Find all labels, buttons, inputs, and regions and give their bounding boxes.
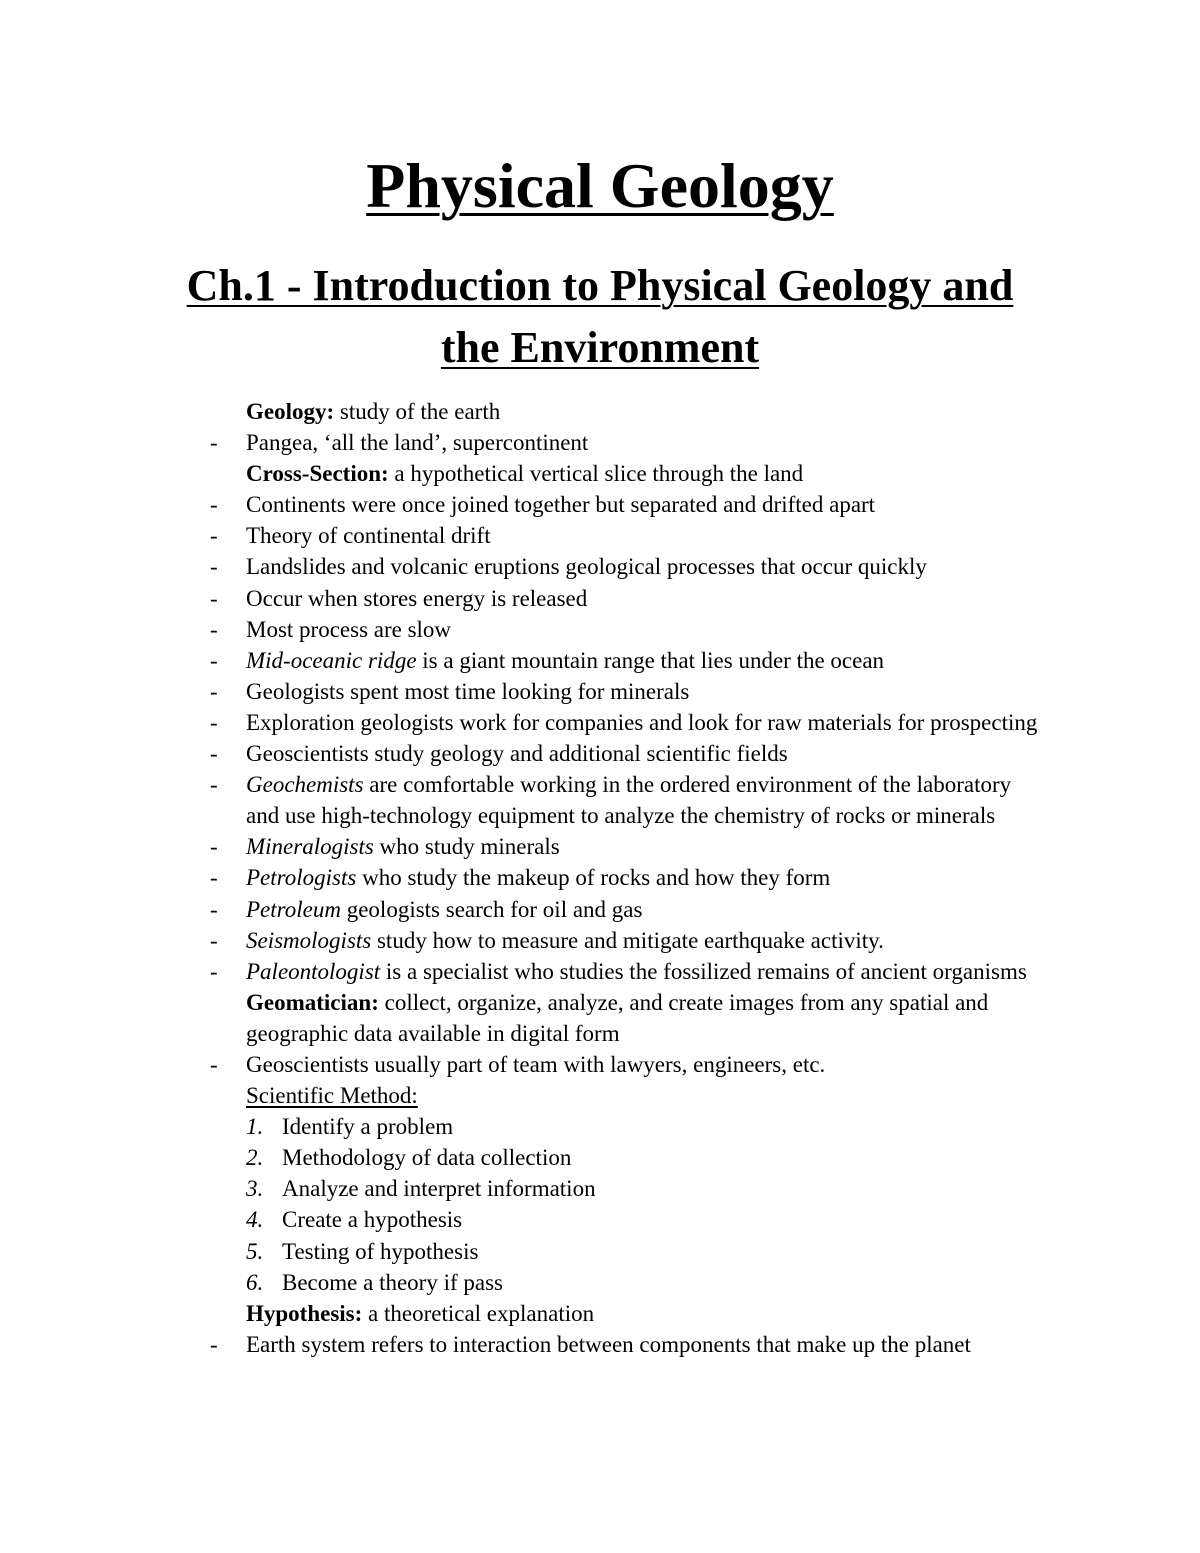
note-line — [0, 489, 1200, 520]
bullet-marker: - — [210, 1331, 218, 1357]
note-text: Cross-Section: a hypothetical vertical slice through the land — [246, 461, 804, 487]
numbered-list-item — [0, 1236, 1200, 1267]
note-text: Testing of hypothesis — [282, 1238, 479, 1264]
numbered-list-item — [0, 1267, 1200, 1298]
bullet-marker: - — [210, 772, 218, 798]
emphasized-term: Paleontologist — [246, 958, 381, 984]
bullet-marker: - — [210, 647, 218, 673]
note-text: Create a hypothesis — [282, 1207, 463, 1233]
note-line — [0, 831, 1200, 862]
emphasized-term: Petrologists — [246, 865, 357, 891]
note-text: Geomatician: collect, organize, analyze, and create images from any spatial and — [246, 989, 989, 1015]
bullet-marker: - — [210, 585, 218, 611]
numbered-list-item — [0, 1142, 1200, 1173]
bullet-marker: - — [210, 430, 218, 456]
note-text — [246, 1080, 418, 1111]
note-line — [0, 769, 1200, 800]
list-number: 2. — [246, 1145, 264, 1171]
emphasized-term: Petroleum — [246, 896, 341, 922]
list-number: 4. — [246, 1207, 264, 1233]
emphasized-term: Seismologists — [246, 927, 372, 953]
term-label: Cross-Section: — [246, 461, 389, 487]
emphasized-term: Mineralogists — [246, 834, 374, 860]
note-text: Geoscientists usually part of team with lawyers, engineers, etc. — [246, 1051, 826, 1077]
bullet-marker: - — [210, 896, 218, 922]
list-number: 1. — [246, 1114, 264, 1140]
note-text: Exploration geologists work for companies and look for raw materials for prospecting — [246, 709, 1038, 735]
emphasized-term: Mid-oceanic ridge — [246, 647, 417, 673]
bullet-marker: - — [210, 865, 218, 891]
note-line — [0, 987, 1200, 1018]
note-text: geographic data available in digital form — [246, 1020, 620, 1046]
emphasized-term: Geochemists — [246, 772, 364, 798]
bullet-marker: - — [210, 741, 218, 767]
note-text: Continents were once joined together but separated and drifted apart — [246, 492, 876, 518]
page-title: Physical Geology — [366, 150, 834, 221]
note-text: Pangea, ‘all the land’, supercontinent — [246, 430, 589, 456]
note-text: Analyze and interpret information — [282, 1176, 596, 1202]
chapter-heading — [0, 255, 1200, 379]
numbered-list-item — [0, 1173, 1200, 1204]
note-line — [0, 1049, 1200, 1080]
note-text: Geochemists are comfortable working in the ordered environment of the laboratory — [246, 772, 1012, 798]
term-label: Geomatician: — [246, 989, 379, 1015]
note-line — [0, 925, 1200, 956]
note-line — [0, 707, 1200, 738]
note-line — [0, 614, 1200, 645]
bullet-marker: - — [210, 927, 218, 953]
note-text: Seismologists study how to measure and mitigate earthquake activity. — [246, 927, 884, 953]
note-line — [0, 396, 1200, 427]
numbered-list-item — [0, 1204, 1200, 1235]
note-line — [0, 1298, 1200, 1329]
bullet-marker: - — [210, 678, 218, 704]
note-line — [0, 551, 1200, 582]
list-number: 3. — [246, 1176, 264, 1202]
bullet-marker: - — [210, 958, 218, 984]
note-line — [0, 645, 1200, 676]
bullet-marker: - — [210, 616, 218, 642]
note-line — [0, 738, 1200, 769]
note-text: Mineralogists who study minerals — [246, 834, 560, 860]
notes-list — [0, 396, 1200, 1360]
numbered-list-item — [0, 1111, 1200, 1142]
note-line — [0, 1080, 1200, 1111]
note-text: Landslides and volcanic eruptions geological processes that occur quickly — [246, 554, 927, 580]
note-text: Geologists spent most time looking for minerals — [246, 678, 690, 704]
list-number: 6. — [246, 1269, 264, 1295]
note-text: Methodology of data collection — [282, 1145, 572, 1171]
note-line — [0, 427, 1200, 458]
note-text: Petrologists who study the makeup of rocks and how they form — [246, 865, 831, 891]
bullet-marker: - — [210, 492, 218, 518]
list-number: 5. — [246, 1238, 264, 1264]
note-line — [0, 1329, 1200, 1360]
chapter-heading-line-2: the Environment — [440, 323, 760, 372]
note-text: and use high-technology equipment to analyze the chemistry of rocks or minerals — [246, 803, 996, 829]
bullet-marker: - — [210, 1051, 218, 1077]
note-line — [0, 1018, 1200, 1049]
note-line — [0, 800, 1200, 831]
note-line — [0, 676, 1200, 707]
note-text: Earth system refers to interaction between components that make up the planet — [246, 1331, 971, 1357]
note-text: Identify a problem — [282, 1114, 454, 1140]
chapter-heading-line-1: Ch.1 - Introduction to Physical Geology and — [186, 261, 1014, 310]
bullet-marker: - — [210, 523, 218, 549]
note-text: Geology: study of the earth — [246, 399, 501, 424]
term-label: Geology: — [246, 399, 335, 424]
section-label: Scientific Method: — [246, 1083, 418, 1109]
note-text: Become a theory if pass — [282, 1269, 503, 1295]
note-line — [0, 458, 1200, 489]
note-text: Paleontologist is a specialist who studies the fossilized remains of ancient organisms — [246, 958, 1027, 984]
note-text: Theory of continental drift — [246, 523, 491, 549]
note-text: Geoscientists study geology and additional scientific fields — [246, 741, 788, 767]
note-line — [0, 520, 1200, 551]
term-label: Hypothesis: — [246, 1300, 363, 1326]
bullet-marker: - — [210, 554, 218, 580]
note-line — [0, 956, 1200, 987]
note-line — [0, 894, 1200, 925]
note-text: Hypothesis: a theoretical explanation — [246, 1300, 595, 1326]
note-text: Most process are slow — [246, 616, 452, 642]
note-text: Occur when stores energy is released — [246, 585, 588, 611]
note-text: Mid-oceanic ridge is a giant mountain range that lies under the ocean — [246, 647, 885, 673]
note-line — [0, 583, 1200, 614]
note-text: Petroleum geologists search for oil and gas — [246, 896, 643, 922]
bullet-marker: - — [210, 834, 218, 860]
note-line — [0, 862, 1200, 893]
bullet-marker: - — [210, 709, 218, 735]
